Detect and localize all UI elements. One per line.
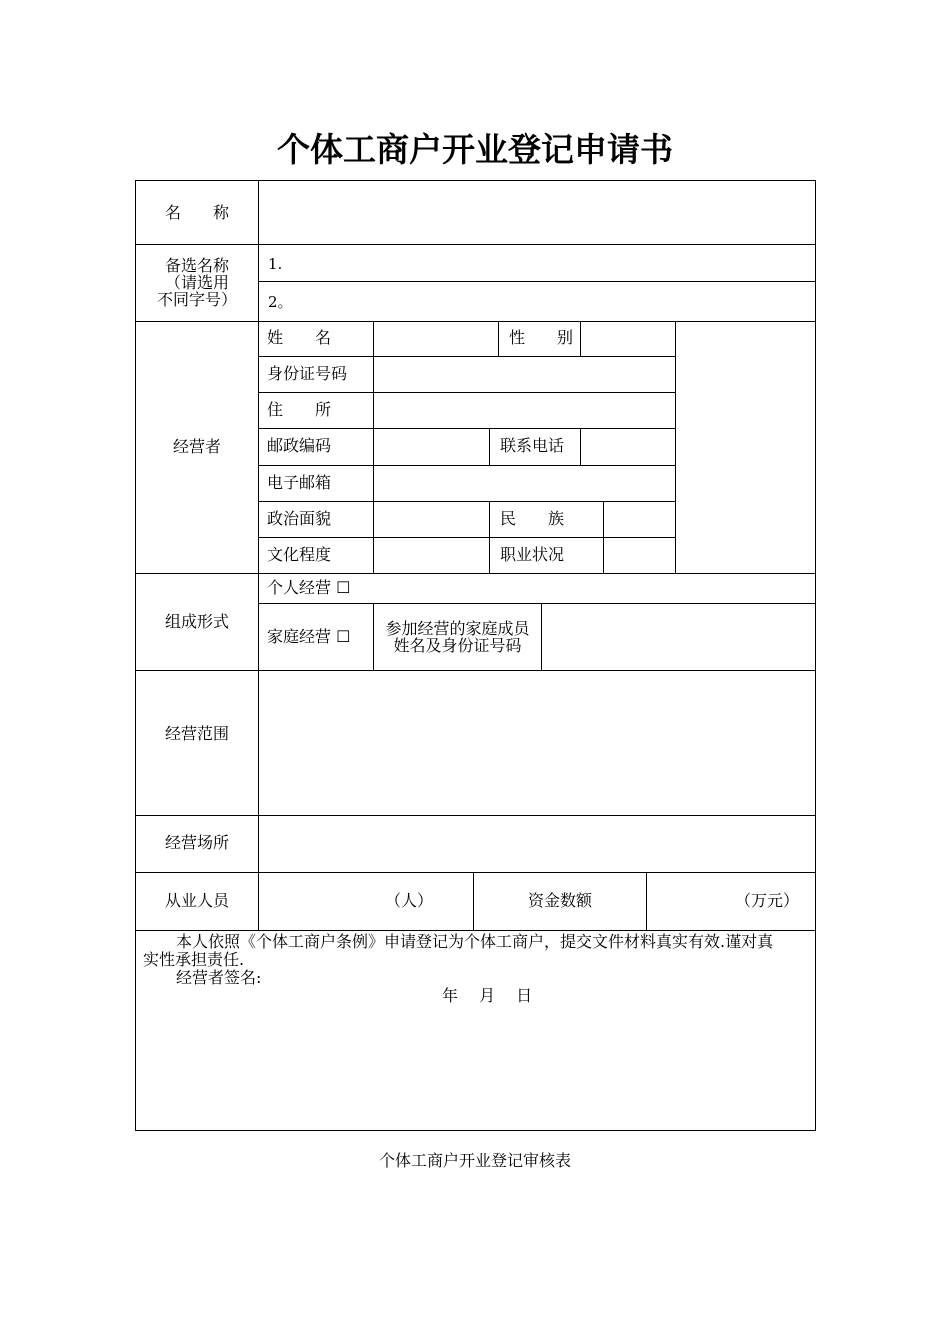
capital-col-line — [646, 872, 647, 930]
individual-option[interactable]: 个人经营 ☐ — [267, 578, 351, 597]
alt-name-label-1: 备选名称 — [164, 256, 229, 275]
operator-education-label: 文化程度 — [267, 545, 332, 564]
divider-after-operator — [135, 573, 816, 574]
operator-id-label: 身份证号码 — [267, 364, 348, 383]
operator-col-line — [373, 321, 374, 573]
family-members-label-2: 姓名及身份证号码 — [393, 636, 522, 655]
operator-col-line — [603, 501, 604, 573]
operator-occupation-label: 职业状况 — [500, 545, 565, 564]
composition-col-line — [541, 603, 542, 670]
signature-label: 经营者签名: — [176, 968, 262, 987]
alt-name-label-3: 不同字号） — [156, 290, 237, 309]
operator-col-line — [489, 501, 490, 573]
operator-row-line — [258, 428, 675, 429]
divider-after-composition — [135, 670, 816, 671]
alt-name-2[interactable]: 2。 — [268, 293, 293, 311]
operator-address-label: 住 所 — [267, 400, 332, 419]
label-column-divider — [258, 180, 259, 931]
operator-row-line — [258, 465, 675, 466]
employees-label: 从业人员 — [164, 891, 229, 910]
employees-unit: （人） — [385, 891, 434, 910]
divider-after-employees — [135, 930, 816, 931]
alt-name-label-2: （请选用 — [164, 273, 229, 292]
alt-name-1[interactable]: 1. — [268, 255, 283, 273]
table-border-right — [815, 180, 816, 1131]
divider-after-name — [135, 244, 816, 245]
name-label: 名 称 — [164, 203, 229, 222]
operator-col-line — [580, 321, 581, 356]
table-border-left — [135, 180, 136, 1131]
operator-gender-label: 性 别 — [509, 328, 574, 347]
operator-col-line — [498, 321, 499, 356]
operator-row-line — [258, 356, 675, 357]
operator-row-line — [258, 537, 675, 538]
operator-phone-label: 联系电话 — [500, 436, 565, 455]
place-label: 经营场所 — [164, 833, 229, 852]
operator-row-line — [258, 501, 675, 502]
operator-label: 经营者 — [172, 437, 221, 456]
footer-caption: 个体工商户开业登记审核表 — [378, 1151, 571, 1170]
divider-after-alt-name — [135, 321, 816, 322]
table-border-bottom — [135, 1130, 816, 1131]
table-border-top — [135, 180, 816, 181]
capital-label: 资金数额 — [527, 891, 592, 910]
family-option[interactable]: 家庭经营 ☐ — [267, 627, 351, 646]
operator-ethnicity-label: 民 族 — [500, 509, 565, 528]
operator-email-label: 电子邮箱 — [267, 473, 332, 492]
family-members-label-1: 参加经营的家庭成员 — [385, 619, 530, 638]
declaration-line-2: 实性承担责任. — [143, 950, 245, 969]
date-label: 年 月 日 — [442, 986, 533, 1005]
composition-label: 组成形式 — [164, 612, 229, 631]
capital-unit: （万元） — [735, 891, 800, 910]
alt-name-divider — [258, 281, 816, 282]
operator-postcode-label: 邮政编码 — [267, 436, 332, 455]
operator-col-line — [489, 428, 490, 465]
operator-name-label: 姓 名 — [267, 328, 332, 347]
form-title: 个体工商户开业登记申请书 — [277, 130, 673, 169]
divider-after-scope — [135, 815, 816, 816]
scope-label: 经营范围 — [164, 724, 229, 743]
operator-col-line — [580, 428, 581, 465]
composition-row-line — [258, 603, 816, 604]
photo-area-divider — [675, 321, 676, 573]
operator-row-line — [258, 392, 675, 393]
declaration-line-1: 本人依照《个体工商户条例》申请登记为个体工商户，提交文件材料真实有效.谨对真 — [176, 932, 774, 951]
divider-after-place — [135, 872, 816, 873]
operator-political-label: 政治面貌 — [267, 509, 332, 528]
